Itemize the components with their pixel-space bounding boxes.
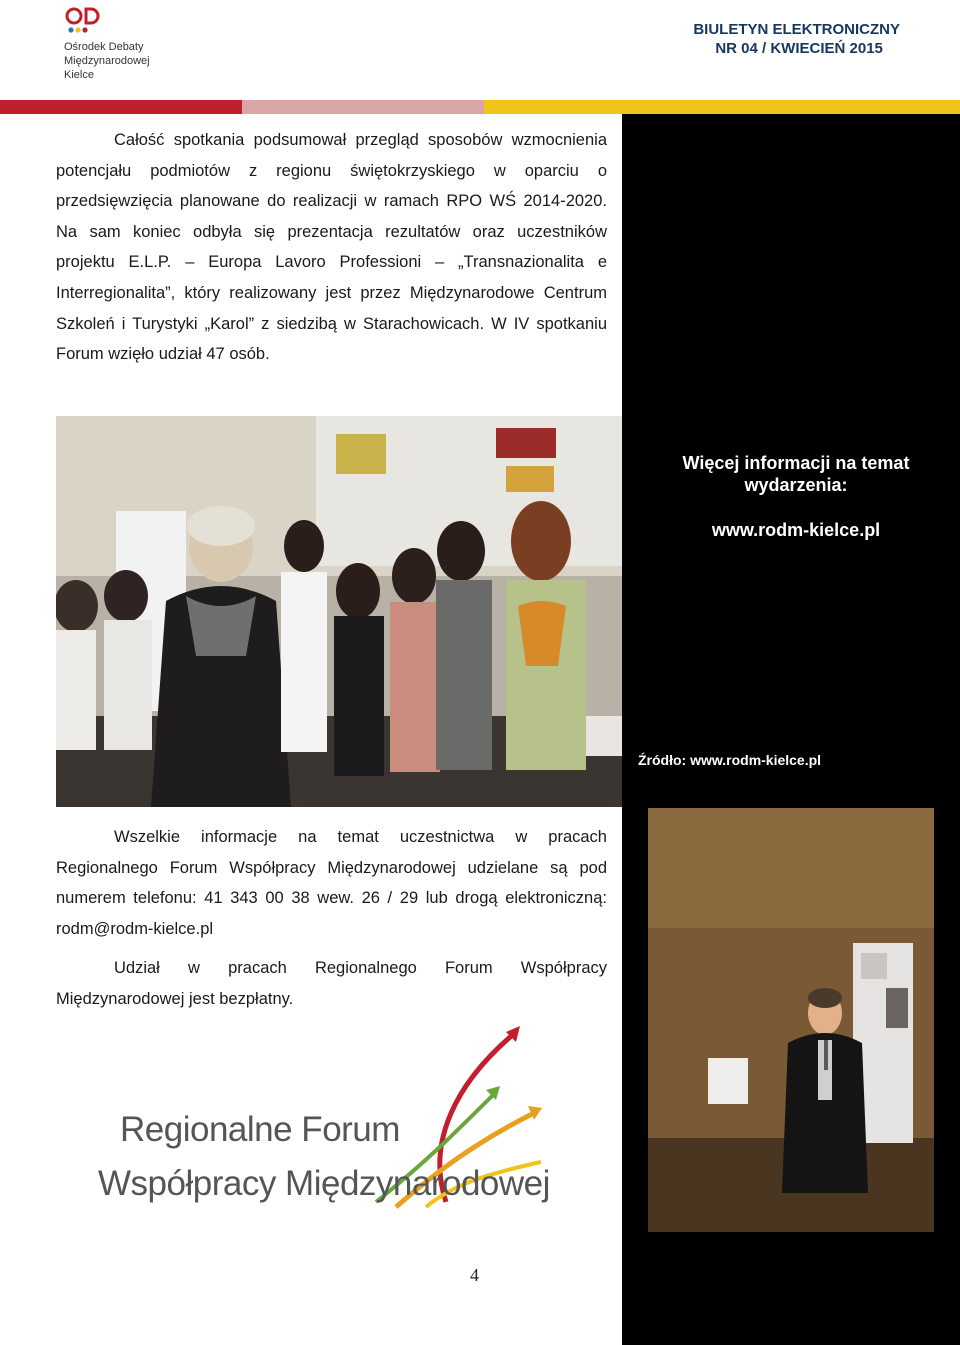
article-paragraph-2: Wszelkie informacje na temat uczestnictwa w pracach Regionalnego Forum Współpracy Międzynarodowej udzielane są pod numerem telefonu: 41 343 00 38 wew. 26 / 29 lub drogą elektroniczną: rodm@rodm-kielce.pl [56, 828, 607, 938]
forum-logo-line2: Współpracy Międzynarodowej [98, 1164, 550, 1203]
odm-logo-mark-icon [64, 6, 104, 36]
forum-logo-line1: Regionalne Forum [120, 1110, 400, 1149]
page-number: 4 [470, 1265, 479, 1285]
odm-logo [62, 6, 172, 90]
header-stripe-red [0, 100, 242, 114]
group-photo [56, 416, 622, 807]
org-name: Ośrodek Debaty Międzynarodowej Kielce [64, 41, 150, 81]
more-info-heading: Więcej informacji na temat wydarzenia: [682, 453, 910, 495]
speaker-photo [648, 808, 934, 1232]
regional-forum-logo [96, 1022, 556, 1212]
article-paragraph-3: Udział w pracach Regionalnego Forum Współpracy Międzynarodowej jest bezpłatny. [56, 959, 607, 1008]
more-info-link[interactable]: www.rodm-kielce.pl [711, 520, 881, 540]
photo-source: Źródło: www.rodm-kielce.pl [638, 752, 822, 768]
bulletin-issue: NR 04 / KWIECIEŃ 2015 [715, 40, 883, 57]
bulletin-heading [693, 20, 900, 58]
header-stripe-pink [242, 100, 484, 114]
article-paragraph-1: Całość spotkania podsumował przegląd sposobów wzmocnienia potencjału podmiotów z regionu świętokrzyskiego w oparciu o przedsięwzięcia planowane do realizacji w ramach RPO WŚ 2014-2020. Na sam koniec odbyła się prezentacja rezultatów oraz uczestników projektu E.L.P. – Europa Lavoro Professioni – „Transnazionalita e Interregionalita”, który realizowany jest przez Międzynarodowe Centrum Szkoleń i Turystyki „Karol” z siedzibą w Starachowicach. W IV spotkaniu Forum wzięło udział 47 osób. [56, 131, 607, 364]
bulletin-title: BIULETYN ELEKTRONICZNY [693, 21, 900, 38]
header-stripe-yellow [484, 100, 960, 114]
